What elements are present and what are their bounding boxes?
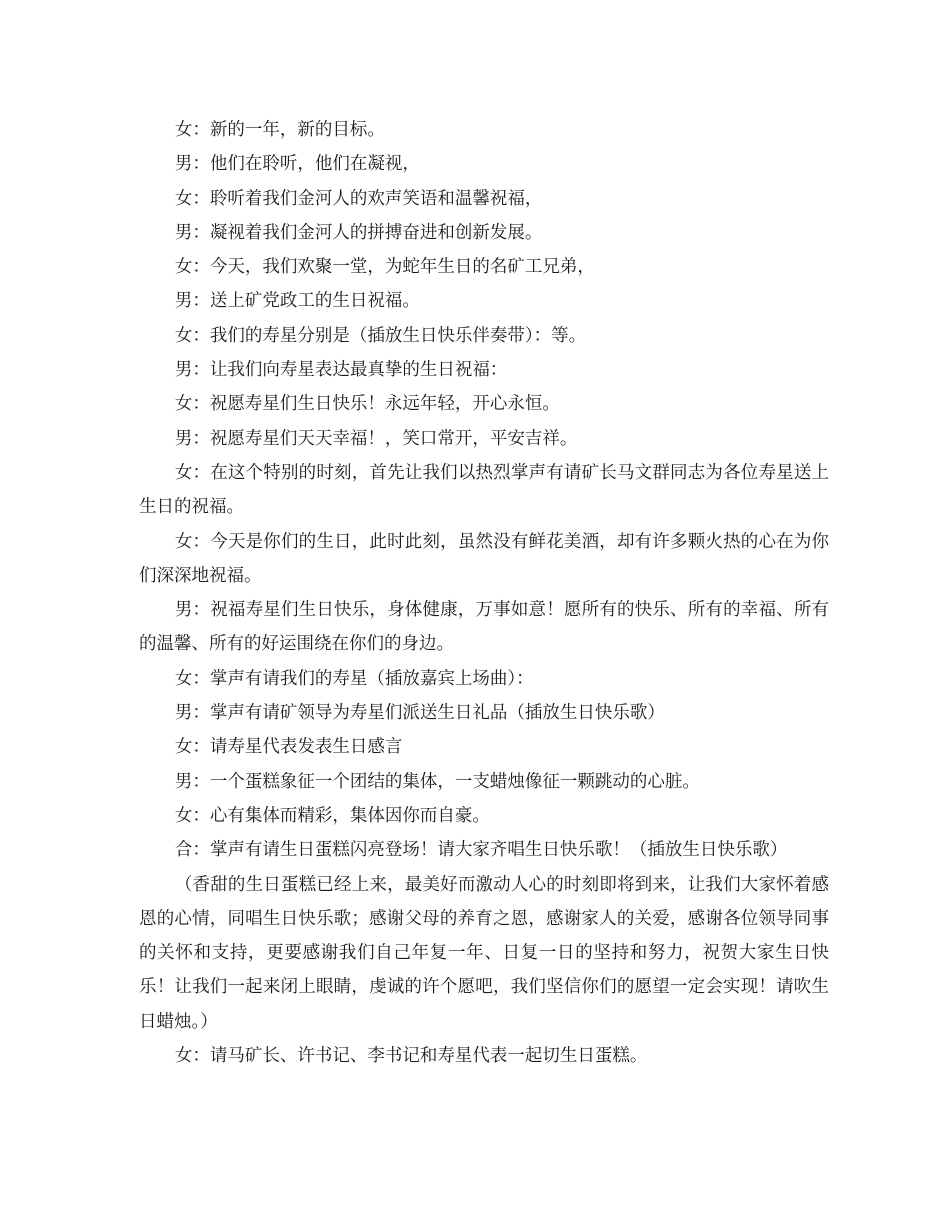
paragraph-21: 女：请马矿长、许书记、李书记和寿星代表一起切生日蛋糕。 <box>174 1046 648 1067</box>
paragraph-15: 男：掌声有请矿领导为寿星们派送生日礼品（插放生日快乐歌） <box>174 703 665 724</box>
paragraph-11: 女：在这个特别的时刻，首先让我们以热烈掌声有请矿长马文群同志为各位寿星送上生日的祝福。 <box>139 462 829 518</box>
paragraph-14: 女：掌声有请我们的寿星（插放嘉宾上场曲）： <box>174 668 534 689</box>
paragraph-16: 女：请寿星代表发表生日感言 <box>174 737 403 758</box>
paragraph-4: 男：凝视着我们金河人的拼搏奋进和创新发展。 <box>174 222 543 243</box>
paragraph-19: 合：掌声有请生日蛋糕闪亮登场！请大家齐唱生日快乐歌！（插放生日快乐歌） <box>174 840 788 861</box>
paragraph-9: 女：祝愿寿星们生日快乐！永远年轻，开心永恒。 <box>174 394 560 415</box>
paragraph-6: 男：送上矿党政工的生日祝福。 <box>174 291 420 312</box>
paragraph-2: 男：他们在聆听，他们在凝视， <box>174 154 420 175</box>
paragraph-1: 女：新的一年，新的目标。 <box>174 120 385 140</box>
paragraph-8: 男：让我们向寿星表达最真挚的生日祝福： <box>174 360 508 381</box>
paragraph-10: 男：祝愿寿星们天天幸福！，笑口常开，平安吉祥。 <box>174 428 578 449</box>
paragraph-12: 女：今天是你们的生日，此时此刻，虽然没有鲜花美酒，却有许多颗火热的心在为你们深深地祝福。 <box>139 531 829 586</box>
paragraph-5: 女：今天，我们欢聚一堂，为蛇年生日的名矿工兄弟， <box>174 257 595 278</box>
paragraph-3: 女：聆听着我们金河人的欢声笑语和温馨祝福， <box>174 188 543 209</box>
document-body <box>139 113 829 1073</box>
paragraph-7: 女：我们的寿星分别是（插放生日快乐伴奏带）：等。 <box>174 325 587 346</box>
paragraph-20: （香甜的生日蛋糕已经上来，最美好而激动人心的时刻即将到来，让我们大家怀着感恩的心情，同唱生日快乐歌；感谢父母的养育之恩，感谢家人的关爱，感谢各位领导同事的关怀和支持，更要感谢我们自己年复一年、日复一日的坚持和努力，祝贺大家生日快乐！让我们一起来闭上眼睛，虔诚的许个愿吧，我们坚信你们的愿望一定会实现！请吹生日蜡烛。） <box>139 874 829 1032</box>
paragraph-13: 男：祝福寿星们生日快乐，身体健康，万事如意！愿所有的快乐、所有的幸福、所有的温馨、所有的好运围绕在你们的身边。 <box>139 600 829 655</box>
paragraph-17: 男：一个蛋糕象征一个团结的集体，一支蜡烛像征一颗跳动的心脏。 <box>174 771 700 792</box>
paragraph-18: 女：心有集体而精彩，集体因你而自豪。 <box>174 805 490 826</box>
